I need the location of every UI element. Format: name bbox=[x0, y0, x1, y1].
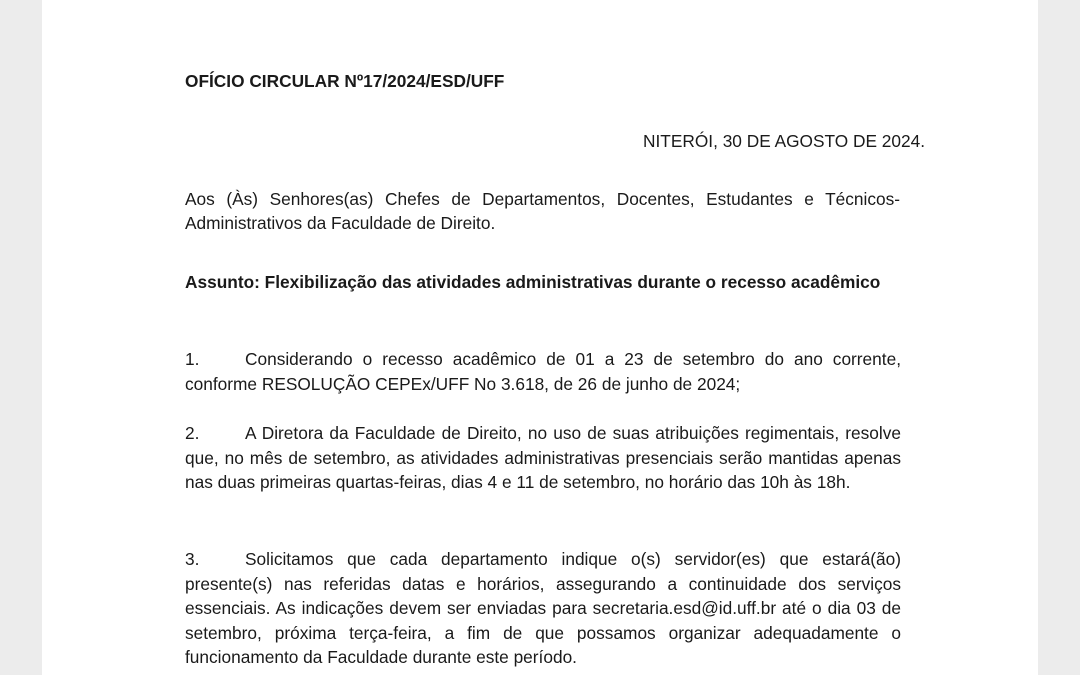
addressee-line-2: Administrativos da Faculdade de Direito. bbox=[185, 213, 496, 233]
document-reference: OFÍCIO CIRCULAR Nº17/2024/ESD/UFF bbox=[185, 71, 505, 91]
paragraph-number: 2. bbox=[185, 423, 200, 443]
paragraph-3 bbox=[185, 547, 901, 670]
document-date: NITERÓI, 30 DE AGOSTO DE 2024. bbox=[643, 131, 926, 151]
paragraph-text: Solicitamos que cada departamento indique o(s) servidor(es) que estará(ão) presente(s) nas referidas datas e horários, assegurando a continuidade dos serviços essenciais. As indicações devem ser enviadas para secretaria.esd@id.uff.br até o dia 03 de setembro, próxima terça-feira, a fim de que possamos organizar adequadamente o funcionamento da Faculdade durante este período. bbox=[185, 549, 901, 667]
document-subject: Assunto: Flexibilização das atividades administrativas durante o recesso acadêmico bbox=[185, 272, 881, 292]
paragraph-2 bbox=[185, 421, 901, 495]
paragraph-1 bbox=[185, 347, 901, 396]
paragraph-text: Considerando o recesso acadêmico de 01 a 23 de setembro do ano corrente, conforme RESOLUÇÃO CEPEx/UFF No 3.618, de 26 de junho de 2024; bbox=[185, 349, 901, 394]
paragraph-text: A Diretora da Faculdade de Direito, no uso de suas atribuições regimentais, resolve que, no mês de setembro, as atividades administrativas presenciais serão mantidas apenas nas duas primeiras quartas-feiras, dias 4 e 11 de setembro, no horário das 10h às 18h. bbox=[185, 423, 901, 492]
document-page bbox=[42, 0, 1038, 675]
paragraph-number: 1. bbox=[185, 349, 200, 369]
paragraph-number: 3. bbox=[185, 549, 200, 569]
addressee-line-1: Aos (Às) Senhores(as) Chefes de Departamentos, Docentes, Estudantes e Técnicos- bbox=[185, 189, 900, 209]
